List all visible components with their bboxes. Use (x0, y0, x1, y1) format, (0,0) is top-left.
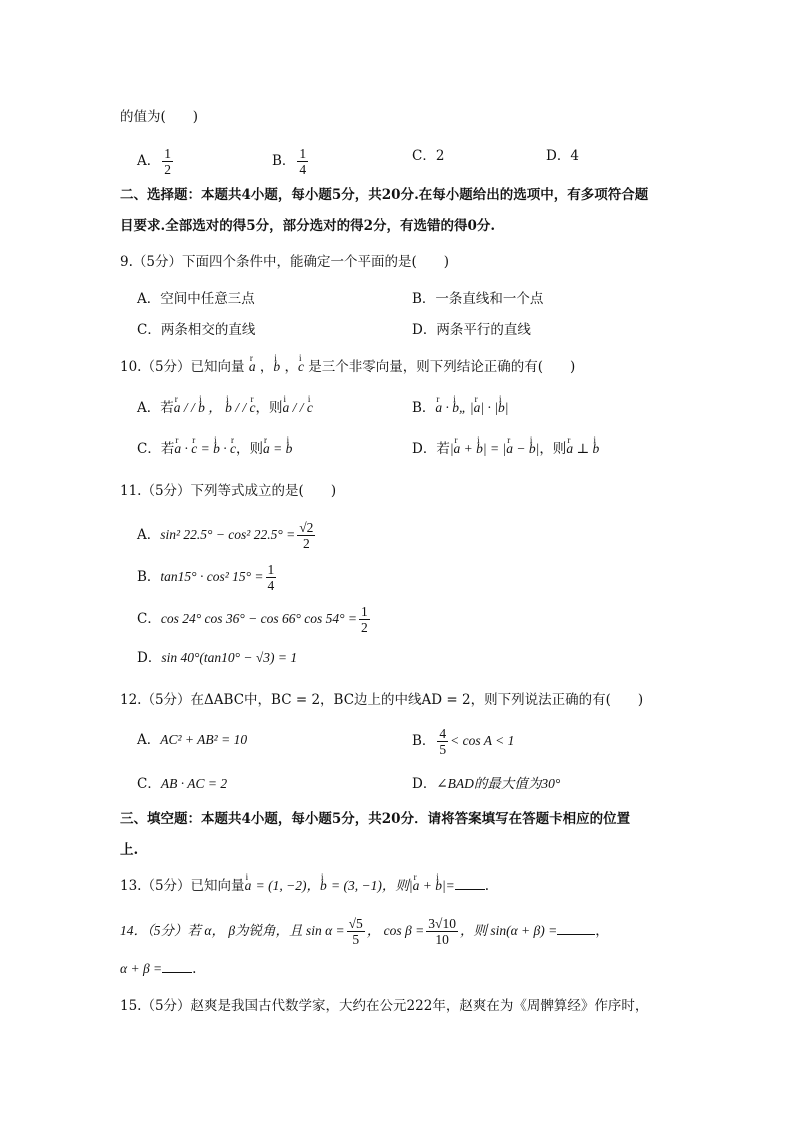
section3-heading-line1: 三、填空题：本题共4小题，每小题5分，共20分．请将答案填写在答题卡相应的位置 (120, 811, 631, 827)
q11-frac-a: $\frac{√2}{2}$ (299, 520, 314, 551)
q8-frac-b: $\frac{1}{4}$ (299, 146, 307, 177)
q14-answer-blank-2 (162, 960, 192, 973)
q10-option-b: B．r a · i b„ |r a| · |i b| (412, 398, 508, 418)
q9-option-d: D．两条平行的直线 (412, 322, 531, 338)
q13-line: 13.（5分）已知向量i a = (1, −2)，i b = (3, −1)，则|r a + i b|= . (120, 876, 489, 896)
top-line: 的值为( ) (120, 109, 199, 125)
q12-option-b: B． $\frac{4}{5}$ < cos A < 1 (412, 726, 515, 757)
q11-option-b: B．tan15° · cos² 15° = $\frac{1}{4}$ (137, 562, 275, 593)
q14-line1: 14．（5分）若 α， β为锐角，且 sin α = $\frac{√5}{5}$ ， cos β = $\frac{3√10}{10}$ ，则 sin(α + β) = ， (120, 916, 609, 947)
q10-stem: 10.（5分）已知向量 r a ，i b ，i c 是三个非零向量，则下列结论正确的有( ) (120, 357, 575, 377)
q15-line: 15.（5分）赵爽是我国古代数学家，大约在公元222年，赵爽在为《周髀算经》作序时， (120, 998, 649, 1014)
q11-option-d: D．sin 40°(tan10° − √3) = 1 (137, 650, 298, 666)
q14-line2: α + β = . (120, 961, 197, 977)
q9-option-c: C．两条相交的直线 (137, 322, 256, 338)
q9-stem: 9.（5分）下面四个条件中，能确定一个平面的是( ) (120, 254, 450, 270)
q10-option-c: C．若r a · r c = i b · r c，则r a = i b (137, 439, 292, 459)
section3-heading-line2: 上. (120, 842, 139, 858)
q12-stem: 12.（5分）在ΔABC中，BC = 2，BC边上的中线AD = 2，则下列说法正确的有( ) (120, 692, 644, 708)
q9-option-a: A．空间中任意三点 (137, 291, 255, 307)
q14-answer-blank-1 (557, 922, 595, 935)
q14-frac-cos: $\frac{3√10}{10}$ (428, 916, 456, 947)
q13-answer-blank (455, 877, 485, 890)
q11-frac-b: $\frac{1}{4}$ (267, 562, 275, 593)
q11-frac-c: $\frac{1}{2}$ (361, 604, 368, 635)
q10-option-d: D．若|r a + i b| = |r a − i b|，则r a ⊥ i b (412, 439, 599, 459)
q8-option-a: A． $\frac{1}{2}$ (137, 146, 171, 177)
section2-heading-line2: 目要求.全部选对的得5分，部分选对的得2分，有选错的得0分. (120, 218, 496, 234)
q12-option-a: A．AC² + AB² = 10 (137, 732, 248, 748)
q11-option-a: A．sin² 22.5° − cos² 22.5° = $\frac{√2}{2}$ (137, 520, 314, 551)
q11-option-c: C．cos 24° cos 36° − cos 66° cos 54° = $\frac{1}{2}$ (137, 604, 368, 635)
q10-option-a: A．若r a / / i b ， i b / / r c，则i a / / i c (137, 398, 313, 418)
q9-option-b: B．一条直线和一个点 (412, 291, 544, 307)
q12-option-d: D．∠BAD的最大值为30° (412, 776, 561, 792)
q14-frac-sin: $\frac{√5}{5}$ (348, 916, 363, 947)
section2-heading-line1: 二、选择题：本题共4小题，每小题5分，共20分.在每小题给出的选项中，有多项符合题 (120, 187, 649, 203)
q8-frac-a: $\frac{1}{2}$ (164, 146, 171, 177)
q11-stem: 11.（5分）下列等式成立的是( ) (120, 483, 337, 499)
q8-option-c: C．2 (412, 148, 445, 164)
q8-option-b: B． $\frac{1}{4}$ (272, 146, 307, 177)
q12-option-c: C．AB · AC = 2 (137, 776, 228, 792)
q12-frac-b: $\frac{4}{5}$ (439, 726, 447, 757)
q8-option-d: D．4 (546, 148, 579, 164)
